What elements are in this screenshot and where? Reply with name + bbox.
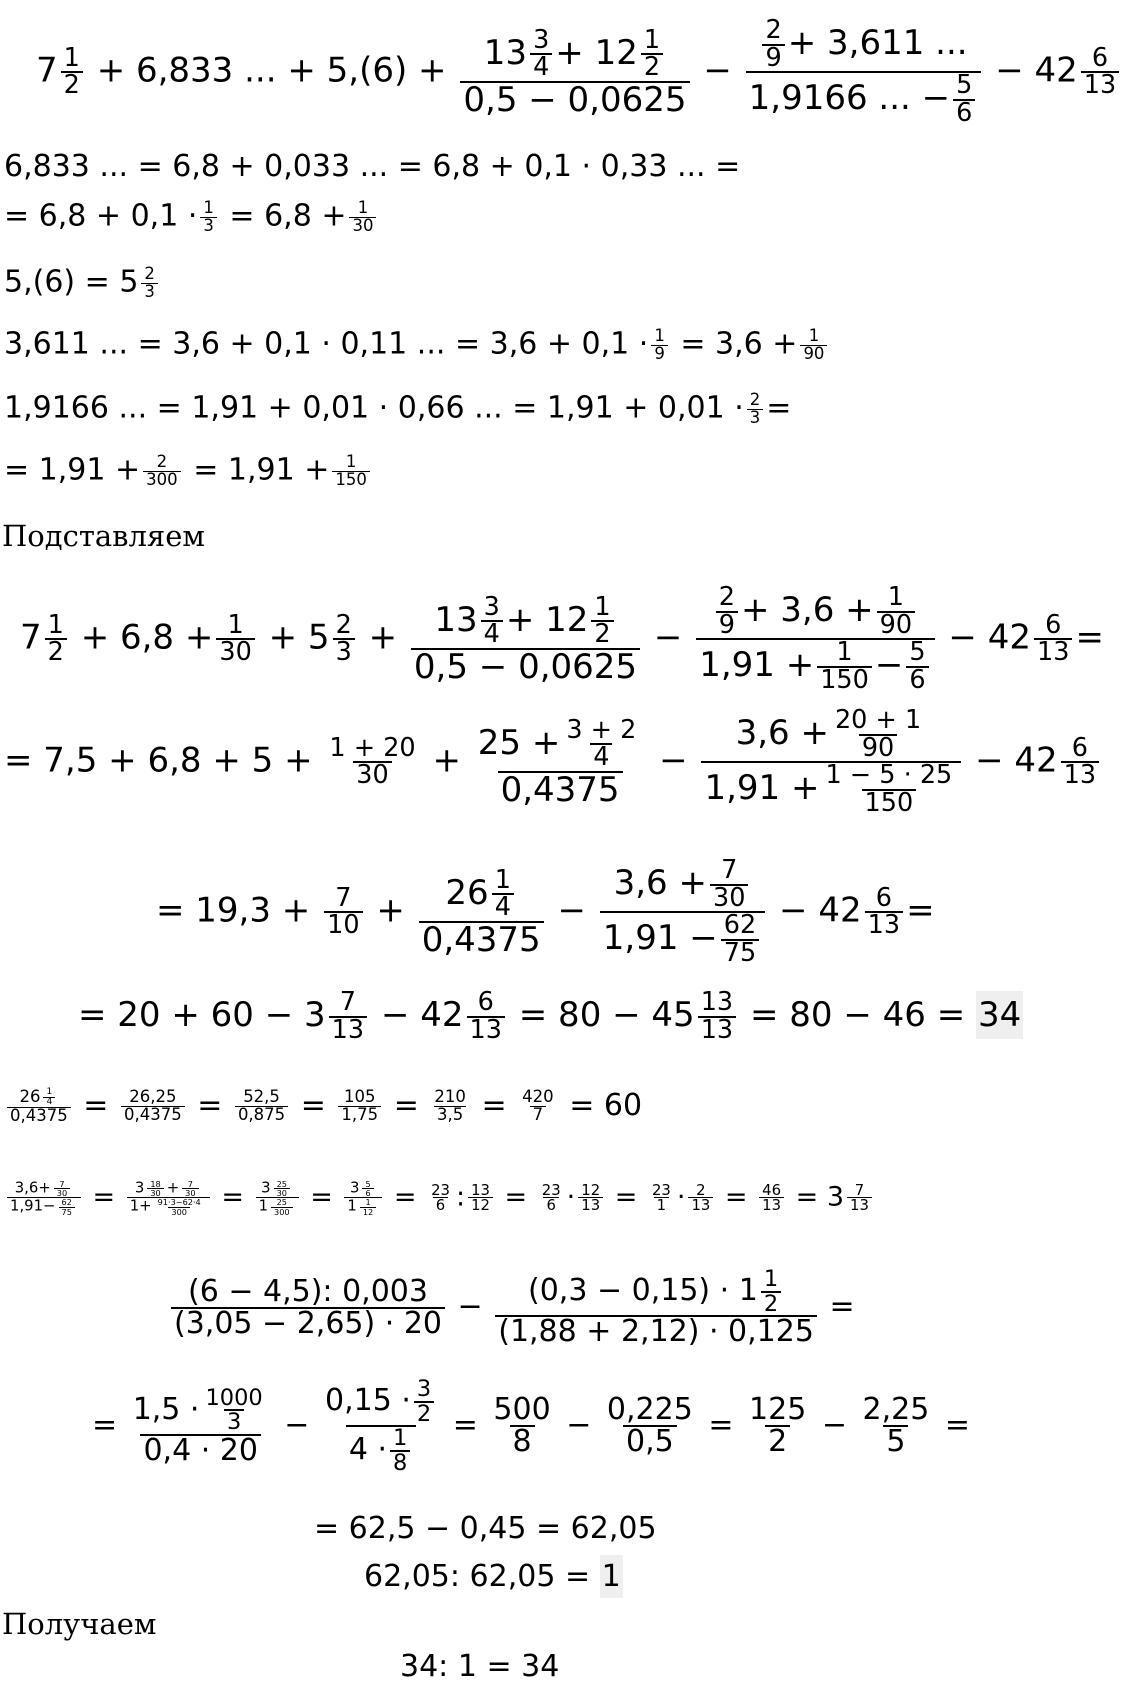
equation-line: 3,6+ $\frac{7}{30}$ 1,91− $\frac{62}{75}$ = 3 $\frac{18}{30}$ + $\frac{7}{30}$ 1+ $\frac{91\cdot 3-62\cdot 4}{300}$ = 3 $\frac{25}{30}$ 1 $\frac{25}{300}$ = 3 $\frac{5}{6}$ 1 $\frac{1}{12}$ = $\frac{23}{6}$ : $\frac{13}{12}$ = $\frac{23}{6}$ · $\frac{12}{13}$ = $\frac{23}{1}$ · $\frac{2}{13}$ = $\frac{46}{13}$ = 3 $\frac{7}{13}$ [4,1180,875,1216]
original-expression: 7 $\frac{1}{2}$ + 6,833 ... + 5,(6) + 13 $\frac{3}{4}$ + 12 $\frac{1}{2}$ 0,5 − 0,0625 − $\frac{2}{9}$ + 3,611 ... 1,9166 ... − $\frac{5}{6}$ − 42 $\frac{6}{13}$ [36,18,1122,126]
equation-line: = 20 + 60 − 3 $\frac{7}{13}$ − 42 $\frac{6}{13}$ = 80 − 45 $\frac{13}{13}$ = 80 − 46 = 34 [78,987,1022,1045]
fraction: $\frac{2}{9}$ + 3,611 ... 1,9166 ... − $\frac{5}{6}$ [746,18,982,126]
equation-line: = 7,5 + 6,8 + 5 + $\frac{1 + 20}{30}$ + 25 + $\frac{3 + 2}{4}$ 0,4375 − 3,6 + $\frac{20 + 1}{90}$ 1,91 + $\frac{1 - 5 \cdot 25}{150}$ − 42 $\frac{6}{13}$ [4,708,1102,816]
equation-line: = 62,5 − 0,45 = 62,05 [314,1511,657,1546]
section-heading: Подставляем [2,519,205,553]
substituted-expression: 7 $\frac{1}{2}$ + 6,8 + $\frac{1}{30}$ + 5 $\frac{2}{3}$ + 13 $\frac{3}{4}$ + 12 $\frac{1}{2}$ 0,5 − 0,0625 − $\frac{2}{9}$ + 3,6 + $\frac{1}{90}$ 1,91 + $\frac{1}{150}$ − $\frac{5}{6}$ − 42 $\frac{6}{13}$ = [20,582,1104,695]
highlighted-answer: 34 [976,991,1023,1039]
final-result: 34: 1 = 34 [400,1649,560,1684]
equation-line: = 6,8 + 0,1 · $\frac{1}{3}$ = 6,8 + $\frac{1}{30}$ [4,200,379,234]
fraction: 13 $\frac{3}{4}$ + 12 $\frac{1}{2}$ 0,5 − 0,0625 [460,28,689,117]
equation-line: = 19,3 + $\frac{7}{10}$ + 26 $\frac{1}{4}$ 0,4375 − 3,6 + $\frac{7}{30}$ 1,91 − $\frac{62}{75}$ − 42 $\frac{6}{13}$ = [156,855,935,968]
equation-line: 1,9166 ... = 1,91 + 0,01 · 0,66 ... = 1,91 + 0,01 · $\frac{2}{3}$ = [4,390,792,427]
highlighted-answer: 1 [600,1555,623,1598]
equation-line: = 1,5 · $\frac{1000}{3}$ 0,4 · 20 − 0,15 · $\frac{3}{2}$ 4 · $\frac{1}{8}$ = $\frac{500}{8}$ − $\frac{0,225}{0,5}$ = $\frac{125}{2}$ − $\frac{2,25}{5}$ = [92,1376,971,1476]
second-expression: $\frac{(6 - 4,5): 0,003}{(3,05 - 2,65) \cdot 20}$ − (0,3 − 0,15) · 1 $\frac{1}{2}$ (1,88 + 2,12) · 0,125 = [168,1268,855,1347]
equation-line: 6,833 ... = 6,8 + 0,033 ... = 6,8 + 0,1 · 0,33 ... = [4,149,741,184]
section-heading: Получаем [2,1607,157,1641]
equation-line: 62,05: 62,05 = 1 [364,1562,623,1592]
equation-line: 5,(6) = 5 $\frac{2}{3}$ [4,266,161,300]
equation-line: 3,611 ... = 3,6 + 0,1 · 0,11 ... = 3,6 + 0,1 · $\frac{1}{9}$ = 3,6 + $\frac{1}{90}$ [4,328,830,362]
fraction: $\frac{1}{2}$ [61,46,83,99]
equation-line: = 1,91 + $\frac{2}{300}$ = 1,91 + $\frac{1}{150}$ [4,454,373,488]
equation-line: 26 $\frac{1}{4}$ 0,4375 = $\frac{26,25}{0,4375}$ = $\frac{52,5}{0,875}$ = $\frac{105}{1,75}$ = $\frac{210}{3,5}$ = $\frac{420}{7}$ = 60 [4,1088,642,1125]
